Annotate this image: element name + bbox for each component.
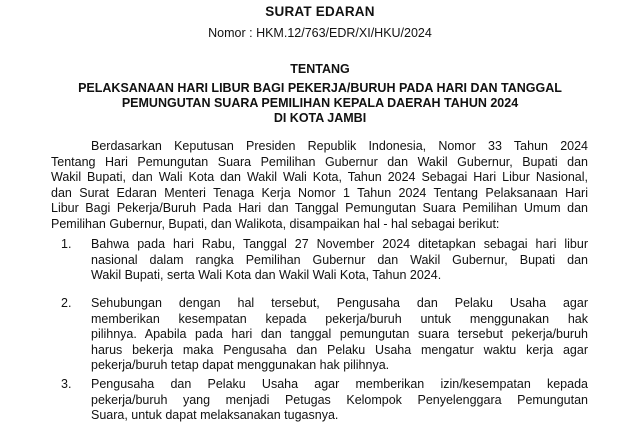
intro-line: Berdasarkan Keputusan Presiden Republik Indonesia, Nomor 33 Tahun 2024 bbox=[91, 139, 588, 153]
list-item-line: pekerja/buruh yang menjadi Petugas Kelompok Penyelenggara Pemungutan bbox=[91, 392, 588, 407]
list-item-line: harus bekerja maka Pengusaha dan Pelaku Usaha mengatur waktu kerja agar bbox=[91, 342, 588, 357]
document-title: SURAT EDARAN bbox=[265, 4, 375, 19]
subject-line: PEMUNGUTAN SUARA PEMILIHAN KEPALA DAERAH TAHUN 2024 bbox=[121, 96, 519, 110]
list-item-line: Sehubungan dengan hal tersebut, Pengusaha dan Pelaku Usaha agar bbox=[91, 296, 588, 310]
list-item-text bbox=[91, 377, 588, 424]
list-item-number: 3. bbox=[61, 377, 72, 391]
list-item-line: memberikan kesempatan kepada pekerja/buruh untuk menggunakan hak bbox=[91, 311, 588, 326]
intro-line: Tentang Hari Pemungutan Suara Pemilihan Gubernur dan Wakil Gubernur, Bupati dan bbox=[51, 154, 588, 169]
list-item-text bbox=[91, 237, 588, 284]
list-item-text bbox=[91, 296, 588, 374]
document-number: Nomor : HKM.12/763/EDR/XI/HKU/2024 bbox=[208, 26, 432, 40]
subject-line: PELAKSANAAN HARI LIBUR BAGI PEKERJA/BURUH PADA HARI DAN TANGGAL bbox=[78, 81, 562, 95]
subject-line: DI KOTA JAMBI bbox=[273, 111, 367, 125]
intro-line: dan Surat Edaran Menteri Tenaga Kerja Nomor 1 Tahun 2024 Tentang Pelaksanaan Hari bbox=[51, 185, 588, 200]
list-item-line: Suara, untuk dapat melaksanakan tugasnya. bbox=[91, 408, 339, 423]
list-item-number: 2. bbox=[61, 296, 72, 310]
tentang-heading: TENTANG bbox=[290, 62, 350, 76]
list-item-line: Bahwa pada hari Rabu, Tanggal 27 November 2024 ditetapkan sebagai hari libur bbox=[91, 237, 588, 251]
list-item-line: Wakil Bupati, serta Wali Kota dan Wakil Wali Kota, Tahun 2024. bbox=[91, 268, 442, 283]
intro-paragraph bbox=[51, 139, 588, 233]
intro-line: Wakil Bupati, dan Wali Kota dan Wakil Wali Kota, Tahun 2024 Sebagai Hari Libur Nasional, bbox=[51, 170, 588, 185]
list-item-number: 1. bbox=[61, 237, 72, 251]
intro-line: Pemilihan Gubernur, Bupati, dan Walikota, disampaikan hal - hal sebagai berikut: bbox=[51, 216, 500, 231]
list-item-line: pekerja/buruh tetap dapat menggunakan hak pilihnya. bbox=[91, 358, 390, 373]
intro-line: Libur Bagi Pekerja/Buruh Pada Hari dan Tanggal Pemungutan Suara Pemilihan Umum dan bbox=[51, 201, 588, 216]
subject-heading bbox=[40, 81, 600, 126]
list-item-line: pilihnya. Apabila pada hari dan tanggal pemungutan suara tersebut pekerja/buruh bbox=[91, 327, 588, 342]
list-item-line: nasional dalam rangka Pemilihan Gubernur dan Wakil Gubernur, Bupati dan bbox=[91, 252, 588, 267]
list-item-line: Pengusaha dan Pelaku Usaha agar memberikan izin/kesempatan kepada bbox=[91, 377, 588, 391]
